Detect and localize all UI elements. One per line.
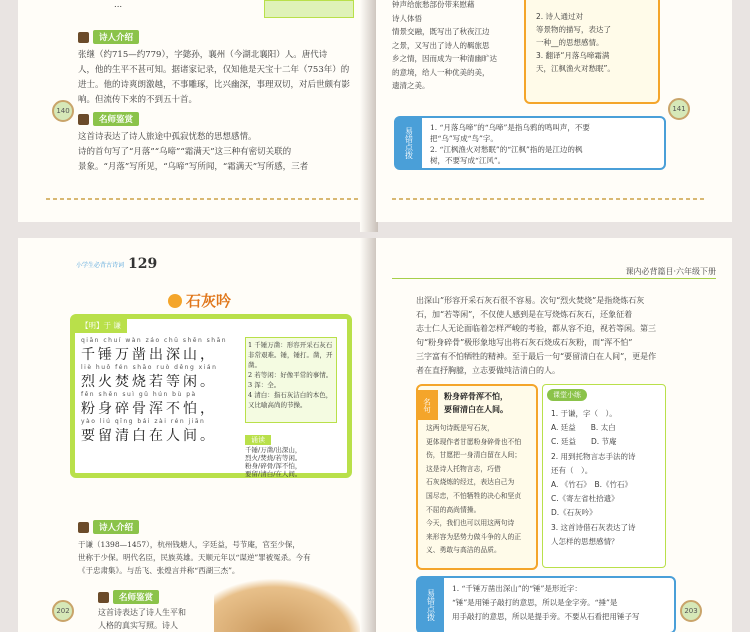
- page-141: [376, 0, 732, 222]
- appreciation-line: 景象。“月落”写所见，“乌啼”写所闻，“霜满天”写所感，三者: [78, 162, 309, 172]
- header-rule: [392, 278, 716, 279]
- famous-body-line: 不屈的高尚情操。: [426, 505, 481, 514]
- pinyin-row: fěn shēn suì gǔ hún bù pà: [81, 391, 197, 398]
- para-line: 出深山”形容开采石灰石很不容易。次句“烈火焚烧”是指烧炼石灰: [416, 296, 645, 305]
- appreciation-heading: [78, 112, 139, 126]
- poet-intro-label: 诗人介绍: [93, 520, 139, 534]
- recite-line: 粉身/碎骨/浑不怕，: [245, 462, 302, 470]
- quill-icon: [78, 32, 89, 43]
- page-202: [18, 238, 374, 632]
- quiz-line: 人怎样的思想感情？: [551, 536, 619, 546]
- poem-line: 要留清白在人间。: [81, 428, 217, 444]
- famous-body-line: 更体现作者甘愿粉身碎骨也不怕: [426, 437, 522, 446]
- series-logo: 小学生必背古诗词: [76, 261, 125, 269]
- note-line: 把“乌”写成“鸟”字。: [430, 134, 498, 143]
- page-number: 141: [668, 98, 690, 120]
- note-line: “锤”是用锤子敲打的意思，所以是金字旁。“捶”是: [452, 598, 618, 607]
- analysis-paragraph: [416, 294, 716, 378]
- quiz-box: [542, 384, 666, 568]
- poet-bio: [78, 48, 364, 108]
- appreciation-label: 名师鉴赏: [93, 112, 139, 126]
- fragment-line: 钟声给旅愁部份带来慰藉: [392, 0, 475, 9]
- question-line: 3. 翻译“月落乌啼霜满: [536, 51, 610, 60]
- poem-title: 石灰吟: [186, 292, 232, 310]
- quiz-line: 还有（ ）。: [551, 465, 593, 475]
- right-fragment: [392, 0, 512, 93]
- fragment-box: [264, 0, 354, 18]
- recite-label: 诵读: [245, 435, 271, 445]
- explanation-box: [245, 337, 337, 423]
- fragment-line: 诗人体悟: [392, 13, 422, 23]
- quiz-line: A. 廷益 B. 太白: [551, 423, 616, 433]
- para-line: 三字富有不怕牺牲的精神。至于最后一句“要留清白在人间”，更是作: [416, 352, 657, 361]
- famous-body-line: 石灰烧炼的经过，表达自己为: [426, 478, 515, 487]
- decorative-border: [392, 198, 704, 200]
- explanation-item: 4 清白：指石灰洁白的本色，又比喻高尚的节操。: [248, 391, 333, 409]
- famous-title-line: 粉身碎骨浑不怕，: [444, 391, 508, 401]
- poem-title-row: [168, 290, 231, 311]
- quiz-items: [551, 407, 661, 549]
- poem-line: 粉身碎骨浑不怕，: [81, 401, 217, 417]
- sun-icon: [168, 294, 182, 308]
- scroll-icon: [98, 592, 109, 603]
- note-line: 用手敲打的意思，所以是提手旁。不要从石看把用锤子写: [452, 612, 640, 621]
- bottom-spread: [0, 238, 750, 632]
- note-line: 树，不要写成“江风”。: [430, 156, 506, 165]
- appreciation-heading: [98, 590, 159, 604]
- appreciation-text: [78, 130, 364, 175]
- poet-bio-line: 张继（约715—约779），字懿孙，襄州（今湖北襄阳）人。唐代诗: [78, 50, 328, 60]
- scroll-icon: [78, 114, 89, 125]
- header-number: 129: [128, 256, 158, 272]
- poet-bio: [78, 538, 358, 577]
- appreciation-text: [98, 606, 208, 632]
- error-note-box: [394, 116, 666, 170]
- famous-body-line: 这两句诗既是写石灰，: [426, 424, 494, 432]
- note-line: 1. “月落乌啼”的“乌啼”是指乌鸦的鸣叫声，不要: [430, 123, 590, 132]
- recite-line: 要留/清白/在人间。: [245, 470, 302, 478]
- poet-intro-label: 诗人介绍: [93, 30, 139, 44]
- question-line: 2. 诗人通过对: [536, 12, 584, 21]
- pinyin-row: qiān chuí wàn záo chū shēn shān: [81, 337, 228, 344]
- famous-title-line: 要留清白在人间。: [444, 404, 508, 414]
- page-140: [18, 0, 374, 222]
- appreciation-label: 名师鉴赏: [113, 590, 159, 604]
- famous-lines-box: [416, 384, 538, 570]
- note-line: 1. “千锤万凿出深山”的“锤”是形近字：: [452, 584, 582, 593]
- famous-title: [444, 390, 508, 416]
- poet-bio-line: 人，他的生平不甚可知。据诸家记录，仅知他是天宝十二年（753年）的: [78, 65, 350, 75]
- page-header: 课内必背篇目·六年级下册: [625, 267, 716, 276]
- page-number: 203: [680, 600, 702, 622]
- famous-body-line: 国尽忠，不怕牺牲的决心和坚贞: [426, 491, 522, 500]
- quiz-line: 3. 这首诗借石灰表达了诗: [551, 522, 636, 532]
- quiz-line: C. 廷益 D. 节庵: [551, 437, 617, 447]
- pinyin-row: yào liú qīng bái zài rén jiān: [81, 418, 206, 425]
- appreciation-line: 诗的首句写了“月落”“乌啼”“霜满天”这三种有密切关联的: [78, 147, 292, 157]
- page-number: 140: [52, 100, 74, 122]
- error-note-text: [452, 582, 670, 624]
- note-line: 2. “江枫渔火对愁眠”的“江枫”指的是江边的枫: [430, 145, 583, 154]
- fragment-line: 遗清之美。: [392, 81, 430, 90]
- exercise-box: [524, 0, 660, 104]
- poem-body: [81, 337, 239, 445]
- famous-body: [426, 422, 530, 558]
- recite-line: 千锤/万凿/出深山，: [245, 446, 302, 454]
- appreciation-line: 这首诗表达了诗人旅途中孤寂忧愁的思想感情。: [78, 132, 257, 142]
- recite-box: [245, 427, 337, 478]
- appreciation-line: 这首诗表达了诗人生平和: [98, 608, 186, 617]
- page-header: [76, 256, 157, 272]
- famous-body-line: 伤，甘愿把一身清白留在人间；: [426, 451, 522, 460]
- question-line: 一种: [536, 38, 551, 47]
- famous-body-line: 来形容为恶势力做斗争的人的正: [426, 532, 522, 541]
- page-203: [376, 238, 732, 632]
- poem-card: [70, 314, 352, 478]
- quiz-line: A. 《竹石》 B.《竹石》: [551, 480, 633, 490]
- poet-bio-line: 世称于少保。明代名臣，民族英雄。天顺元年以“谋逆”罪被冤杀。今有: [78, 553, 311, 562]
- poet-bio-line: 于谦（1398—1457），杭州钱塘人，字廷益，号节庵，官至少保，: [78, 540, 300, 549]
- error-note-tag: 易错点拨: [396, 118, 422, 168]
- famous-tag: 名句: [416, 390, 438, 420]
- top-spread: [0, 0, 750, 232]
- recite-line: 烈火/焚烧/若等闲。: [245, 454, 302, 462]
- poet-bio-line: 《于忠肃集》。与岳飞、张煌言并称“西湖三杰”。: [78, 566, 240, 575]
- decorative-border: [46, 198, 358, 200]
- quiz-line: 1. 于谦，字（ ）。: [551, 409, 617, 418]
- fragment-line: 情景交融，既写出了秋夜江边: [392, 27, 490, 36]
- para-line: 句“粉身碎骨”极形象地写出将石灰石烧成石灰粉，而“浑不怕”: [416, 338, 633, 347]
- page-number: 202: [52, 600, 74, 622]
- quiz-line: D.《石灰吟》: [551, 508, 597, 518]
- quiz-line: C.《寄左省杜拾遗》: [551, 494, 619, 504]
- explanation-item: 2 若等闲：好像平常的事情。: [248, 371, 333, 379]
- quill-icon: [78, 522, 89, 533]
- fragment-line: 的意境，给人一种优美的美，: [392, 67, 490, 77]
- upper-fragment: ...: [114, 0, 123, 10]
- poem-line: 烈火焚烧若等闲。: [81, 374, 217, 390]
- question-line: 的思想感情。: [558, 38, 604, 47]
- poet-intro-heading: [78, 520, 139, 534]
- error-note-text: [430, 122, 660, 166]
- poet-intro-heading: [78, 30, 139, 44]
- quiz-label: 课堂小练: [547, 389, 587, 401]
- exercise-questions: 2. 诗人通过对 等景物的描写，表达了 一种__的思想感情。 3. 翻译“月落乌啼霜满 天，江枫渔火对愁眠”。: [536, 10, 652, 75]
- quiz-line: 2. 用到托物言志手法的诗: [551, 451, 636, 461]
- question-line: 天，江枫渔火对愁眠”。: [536, 64, 615, 73]
- famous-body-line: 这是诗人托物言志，巧借: [426, 464, 501, 473]
- explanation-item: 1 千锤万凿：形容开采石灰石非常艰难。锤，锤打。凿，开凿。: [248, 341, 333, 369]
- error-note-tag: 易错点拨: [418, 578, 444, 632]
- poem-line: 千锤万凿出深山，: [81, 347, 217, 363]
- famous-body-line: 今天，我们也可以用这两句诗: [426, 519, 515, 528]
- question-line: 等景物的描写，表达了: [536, 25, 611, 34]
- explanation-item: 3 浑：全。: [248, 381, 281, 389]
- mountain-illustration: [214, 578, 364, 632]
- fragment-line: 乡之情，因而成为一种清幽旷达: [392, 54, 497, 63]
- pinyin-row: liè huǒ fén shāo ruò děng xián: [81, 364, 218, 371]
- fragment-line: 之景，又写出了诗人的羁旅思: [392, 40, 490, 50]
- error-note-box: [416, 576, 676, 632]
- para-line: 者在直抒胸臆，立志要做纯洁清白的人。: [416, 366, 560, 375]
- para-line: 志士仁人无论面临着怎样严峻的考验，都从容不迫，视若等闲。第三: [416, 324, 656, 333]
- appreciation-line: 人格的真实写照。诗人: [98, 621, 178, 630]
- para-line: 石，加“若等闲”，不仅使人感到是在写烧炼石灰石，还象征着: [416, 310, 633, 319]
- famous-body-line: 义、勇敢与高洁的品质。: [426, 546, 501, 555]
- author-tag: 【明】于 谦: [75, 319, 127, 333]
- poet-bio-line: 进士。他的诗爽朗激越，不事雕琢，比兴幽深，事理双切，对后世颇有影: [78, 80, 351, 90]
- poet-bio-line: 响。但流传下来的不到五十首。: [78, 95, 198, 105]
